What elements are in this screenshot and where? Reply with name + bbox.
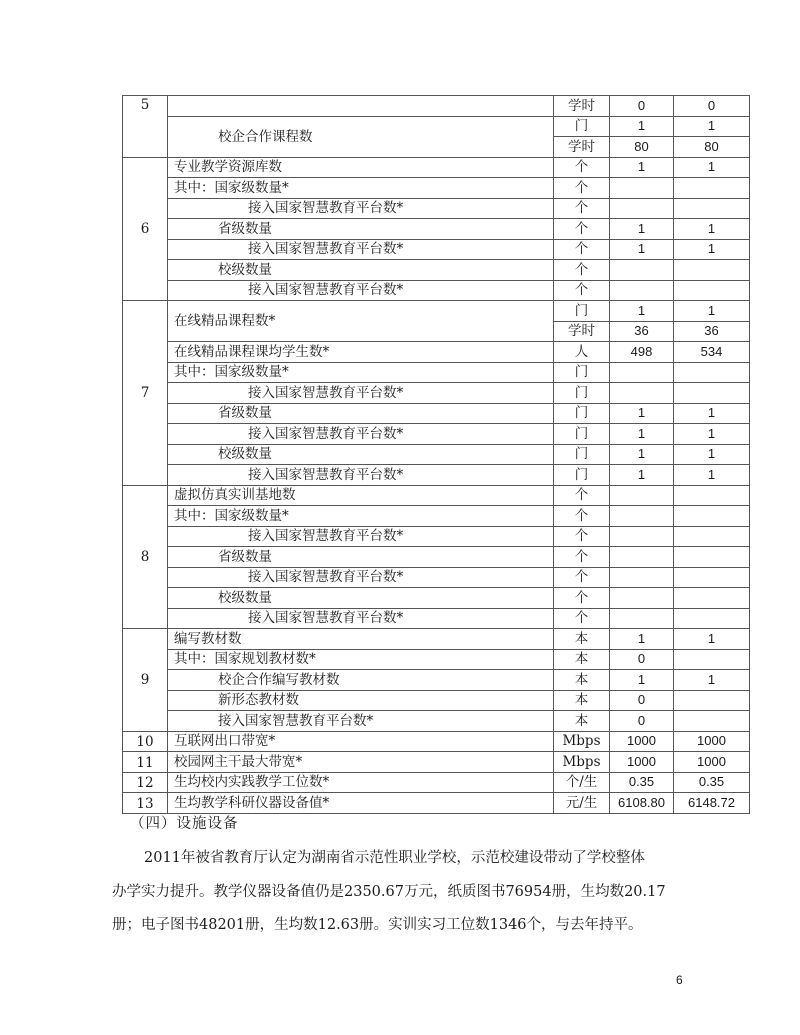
row-value-1: 6108.80 (610, 793, 674, 814)
row-value-1: 36 (610, 321, 674, 342)
table-row (123, 383, 750, 404)
row-unit: 个 (554, 547, 610, 568)
row-unit: 元/生 (554, 793, 610, 814)
row-unit: 人 (554, 342, 610, 363)
table-row (123, 526, 750, 547)
table-row (123, 629, 750, 650)
row-unit: 门 (554, 424, 610, 445)
row-label: 校企合作编写教材数 (168, 670, 554, 691)
row-value-1: 1 (610, 157, 674, 178)
row-unit: 个 (554, 280, 610, 301)
row-value-1 (610, 608, 674, 629)
table-row (123, 260, 750, 281)
row-label: 生均教学科研仪器设备值* (168, 793, 554, 814)
row-value-1: 1000 (610, 731, 674, 752)
table-row (123, 506, 750, 527)
row-value-1: 1000 (610, 752, 674, 773)
row-value-1: 0 (610, 711, 674, 732)
row-unit: 门 (554, 444, 610, 465)
row-value-2: 6148.72 (674, 793, 750, 814)
row-unit: 个 (554, 219, 610, 240)
row-unit: 门 (554, 465, 610, 486)
row-value-1: 1 (610, 219, 674, 240)
row-unit: 本 (554, 670, 610, 691)
row-value-2: 1 (674, 157, 750, 178)
row-value-2: 36 (674, 321, 750, 342)
row-label: 接入国家智慧教育平台数* (168, 424, 554, 445)
row-value-2: 1 (674, 239, 750, 260)
table-row (123, 444, 750, 465)
row-value-1: 1 (610, 424, 674, 445)
row-value-1 (610, 260, 674, 281)
page-number: 6 (676, 973, 683, 987)
row-value-1 (610, 362, 674, 383)
row-value-1 (610, 280, 674, 301)
row-label: 虚拟仿真实训基地数 (168, 485, 554, 506)
table-row (123, 670, 750, 691)
row-unit: 门 (554, 403, 610, 424)
table-row (123, 793, 750, 814)
row-value-2 (674, 362, 750, 383)
table-row (123, 157, 750, 178)
table-row (123, 690, 750, 711)
row-number: 7 (123, 301, 168, 486)
table-row (123, 280, 750, 301)
row-value-2: 1 (674, 629, 750, 650)
table-row (123, 239, 750, 260)
row-label: 新形态教材数 (168, 690, 554, 711)
row-value-1: 0 (610, 649, 674, 670)
row-value-1: 1 (610, 116, 674, 137)
row-label: 省级数量 (168, 403, 554, 424)
row-label: 校企合作课程数 (168, 116, 554, 157)
row-unit: 门 (554, 116, 610, 137)
row-value-2 (674, 547, 750, 568)
row-unit: 本 (554, 690, 610, 711)
row-unit: 学时 (554, 137, 610, 158)
table-row (123, 342, 750, 363)
row-label: 接入国家智慧教育平台数* (168, 711, 554, 732)
table-row (123, 301, 750, 322)
row-value-1: 1 (610, 239, 674, 260)
row-label: 其中：国家规划教材数* (168, 649, 554, 670)
table-row (123, 649, 750, 670)
table-row (123, 219, 750, 240)
row-unit: 学时 (554, 96, 610, 117)
row-number: 9 (123, 629, 168, 732)
row-unit: 个 (554, 588, 610, 609)
table-row (123, 567, 750, 588)
row-number: 11 (123, 752, 168, 773)
row-value-2: 80 (674, 137, 750, 158)
row-value-1 (610, 567, 674, 588)
row-value-1 (610, 178, 674, 199)
row-label: 其中：国家级数量* (168, 178, 554, 199)
row-value-2: 1 (674, 670, 750, 691)
table-row (123, 711, 750, 732)
table-row (123, 362, 750, 383)
row-label: 其中：国家级数量* (168, 362, 554, 383)
row-unit: 个 (554, 526, 610, 547)
row-label: 其中：国家级数量* (168, 506, 554, 527)
row-unit: 门 (554, 383, 610, 404)
row-value-2 (674, 649, 750, 670)
row-value-1 (610, 383, 674, 404)
row-unit: 学时 (554, 321, 610, 342)
row-label: 接入国家智慧教育平台数* (168, 526, 554, 547)
paragraph-line: 2011年被省教育厅认定为湖南省示范性职业学校，示范校建设带动了学校整体 (144, 850, 645, 866)
table-row (123, 752, 750, 773)
section-heading: （四）设施设备 (130, 816, 239, 832)
row-unit: 个 (554, 485, 610, 506)
row-unit: 个/生 (554, 772, 610, 793)
row-label: 编写教材数 (168, 629, 554, 650)
row-label: 接入国家智慧教育平台数* (168, 239, 554, 260)
row-label: 校级数量 (168, 588, 554, 609)
row-label: 专业教学资源库数 (168, 157, 554, 178)
row-number: 10 (123, 731, 168, 752)
row-label: 接入国家智慧教育平台数* (168, 608, 554, 629)
row-value-2: 1 (674, 444, 750, 465)
row-value-1: 1 (610, 301, 674, 322)
row-label: 省级数量 (168, 219, 554, 240)
row-value-2: 1 (674, 116, 750, 137)
row-value-1: 1 (610, 670, 674, 691)
row-value-1 (610, 506, 674, 527)
row-label: 接入国家智慧教育平台数* (168, 567, 554, 588)
row-value-2 (674, 588, 750, 609)
row-value-1: 498 (610, 342, 674, 363)
row-value-2 (674, 198, 750, 219)
table-row (123, 424, 750, 445)
table-row (123, 403, 750, 424)
table-row (123, 465, 750, 486)
row-value-2 (674, 608, 750, 629)
row-label: 校园网主干最大带宽* (168, 752, 554, 773)
row-label: 在线精品课程数* (168, 301, 554, 342)
row-value-2: 1 (674, 403, 750, 424)
row-unit: 本 (554, 711, 610, 732)
row-label: 接入国家智慧教育平台数* (168, 198, 554, 219)
row-value-2: 1 (674, 301, 750, 322)
row-value-2 (674, 526, 750, 547)
table-row (123, 608, 750, 629)
table-row (123, 96, 750, 117)
statistics-table (122, 95, 750, 814)
row-value-1: 80 (610, 137, 674, 158)
row-value-2 (674, 383, 750, 404)
row-value-1: 0.35 (610, 772, 674, 793)
row-value-2: 0.35 (674, 772, 750, 793)
table-row (123, 547, 750, 568)
row-value-1: 0 (610, 96, 674, 117)
paragraph-line: 册；电子图书48201册，生均数12.63册。实训实习工位数1346个，与去年持平。 (112, 917, 643, 933)
row-value-2: 0 (674, 96, 750, 117)
row-label: 校级数量 (168, 260, 554, 281)
table-row (123, 485, 750, 506)
row-label: 在线精品课程课均学生数* (168, 342, 554, 363)
row-number: 6 (123, 157, 168, 301)
row-value-1 (610, 198, 674, 219)
row-unit: 个 (554, 157, 610, 178)
row-value-2: 1 (674, 424, 750, 445)
row-value-1 (610, 485, 674, 506)
row-number: 12 (123, 772, 168, 793)
row-label: 省级数量 (168, 547, 554, 568)
table-row (123, 772, 750, 793)
table-row (123, 198, 750, 219)
table-row (123, 178, 750, 199)
row-unit: 本 (554, 649, 610, 670)
row-value-2: 1000 (674, 752, 750, 773)
row-label: 校级数量 (168, 444, 554, 465)
row-number: 8 (123, 485, 168, 629)
row-value-2 (674, 260, 750, 281)
row-unit: 个 (554, 239, 610, 260)
row-unit: 个 (554, 608, 610, 629)
row-unit: 个 (554, 260, 610, 281)
row-value-1: 1 (610, 629, 674, 650)
row-value-1 (610, 547, 674, 568)
row-unit: 个 (554, 506, 610, 527)
row-number: 13 (123, 793, 168, 814)
row-value-2 (674, 690, 750, 711)
row-label: 生均校内实践教学工位数* (168, 772, 554, 793)
row-number: 5 (123, 96, 168, 158)
row-value-1: 1 (610, 444, 674, 465)
row-value-1: 0 (610, 690, 674, 711)
row-value-2: 534 (674, 342, 750, 363)
row-value-1: 1 (610, 465, 674, 486)
table-row (123, 588, 750, 609)
row-unit: 门 (554, 301, 610, 322)
row-unit: Mbps (554, 752, 610, 773)
table-row (123, 731, 750, 752)
row-label: 接入国家智慧教育平台数* (168, 465, 554, 486)
row-value-2 (674, 711, 750, 732)
row-unit: 本 (554, 629, 610, 650)
row-label: 接入国家智慧教育平台数* (168, 383, 554, 404)
row-value-2: 1 (674, 465, 750, 486)
table-row (123, 116, 750, 137)
row-value-2 (674, 280, 750, 301)
row-value-2 (674, 506, 750, 527)
paragraph-line: 办学实力提升。教学仪器设备值仍是2350.67万元，纸质图书76954册，生均数20.17 (112, 884, 666, 900)
row-unit: 个 (554, 198, 610, 219)
row-unit: 门 (554, 362, 610, 383)
row-value-2 (674, 485, 750, 506)
row-label: 互联网出口带宽* (168, 731, 554, 752)
row-value-1 (610, 588, 674, 609)
row-value-2 (674, 567, 750, 588)
row-label (168, 96, 554, 117)
row-unit: 个 (554, 567, 610, 588)
row-unit: 个 (554, 178, 610, 199)
row-value-2: 1 (674, 219, 750, 240)
row-unit: Mbps (554, 731, 610, 752)
row-value-1: 1 (610, 403, 674, 424)
row-value-2 (674, 178, 750, 199)
row-value-1 (610, 526, 674, 547)
row-label: 接入国家智慧教育平台数* (168, 280, 554, 301)
row-value-2: 1000 (674, 731, 750, 752)
